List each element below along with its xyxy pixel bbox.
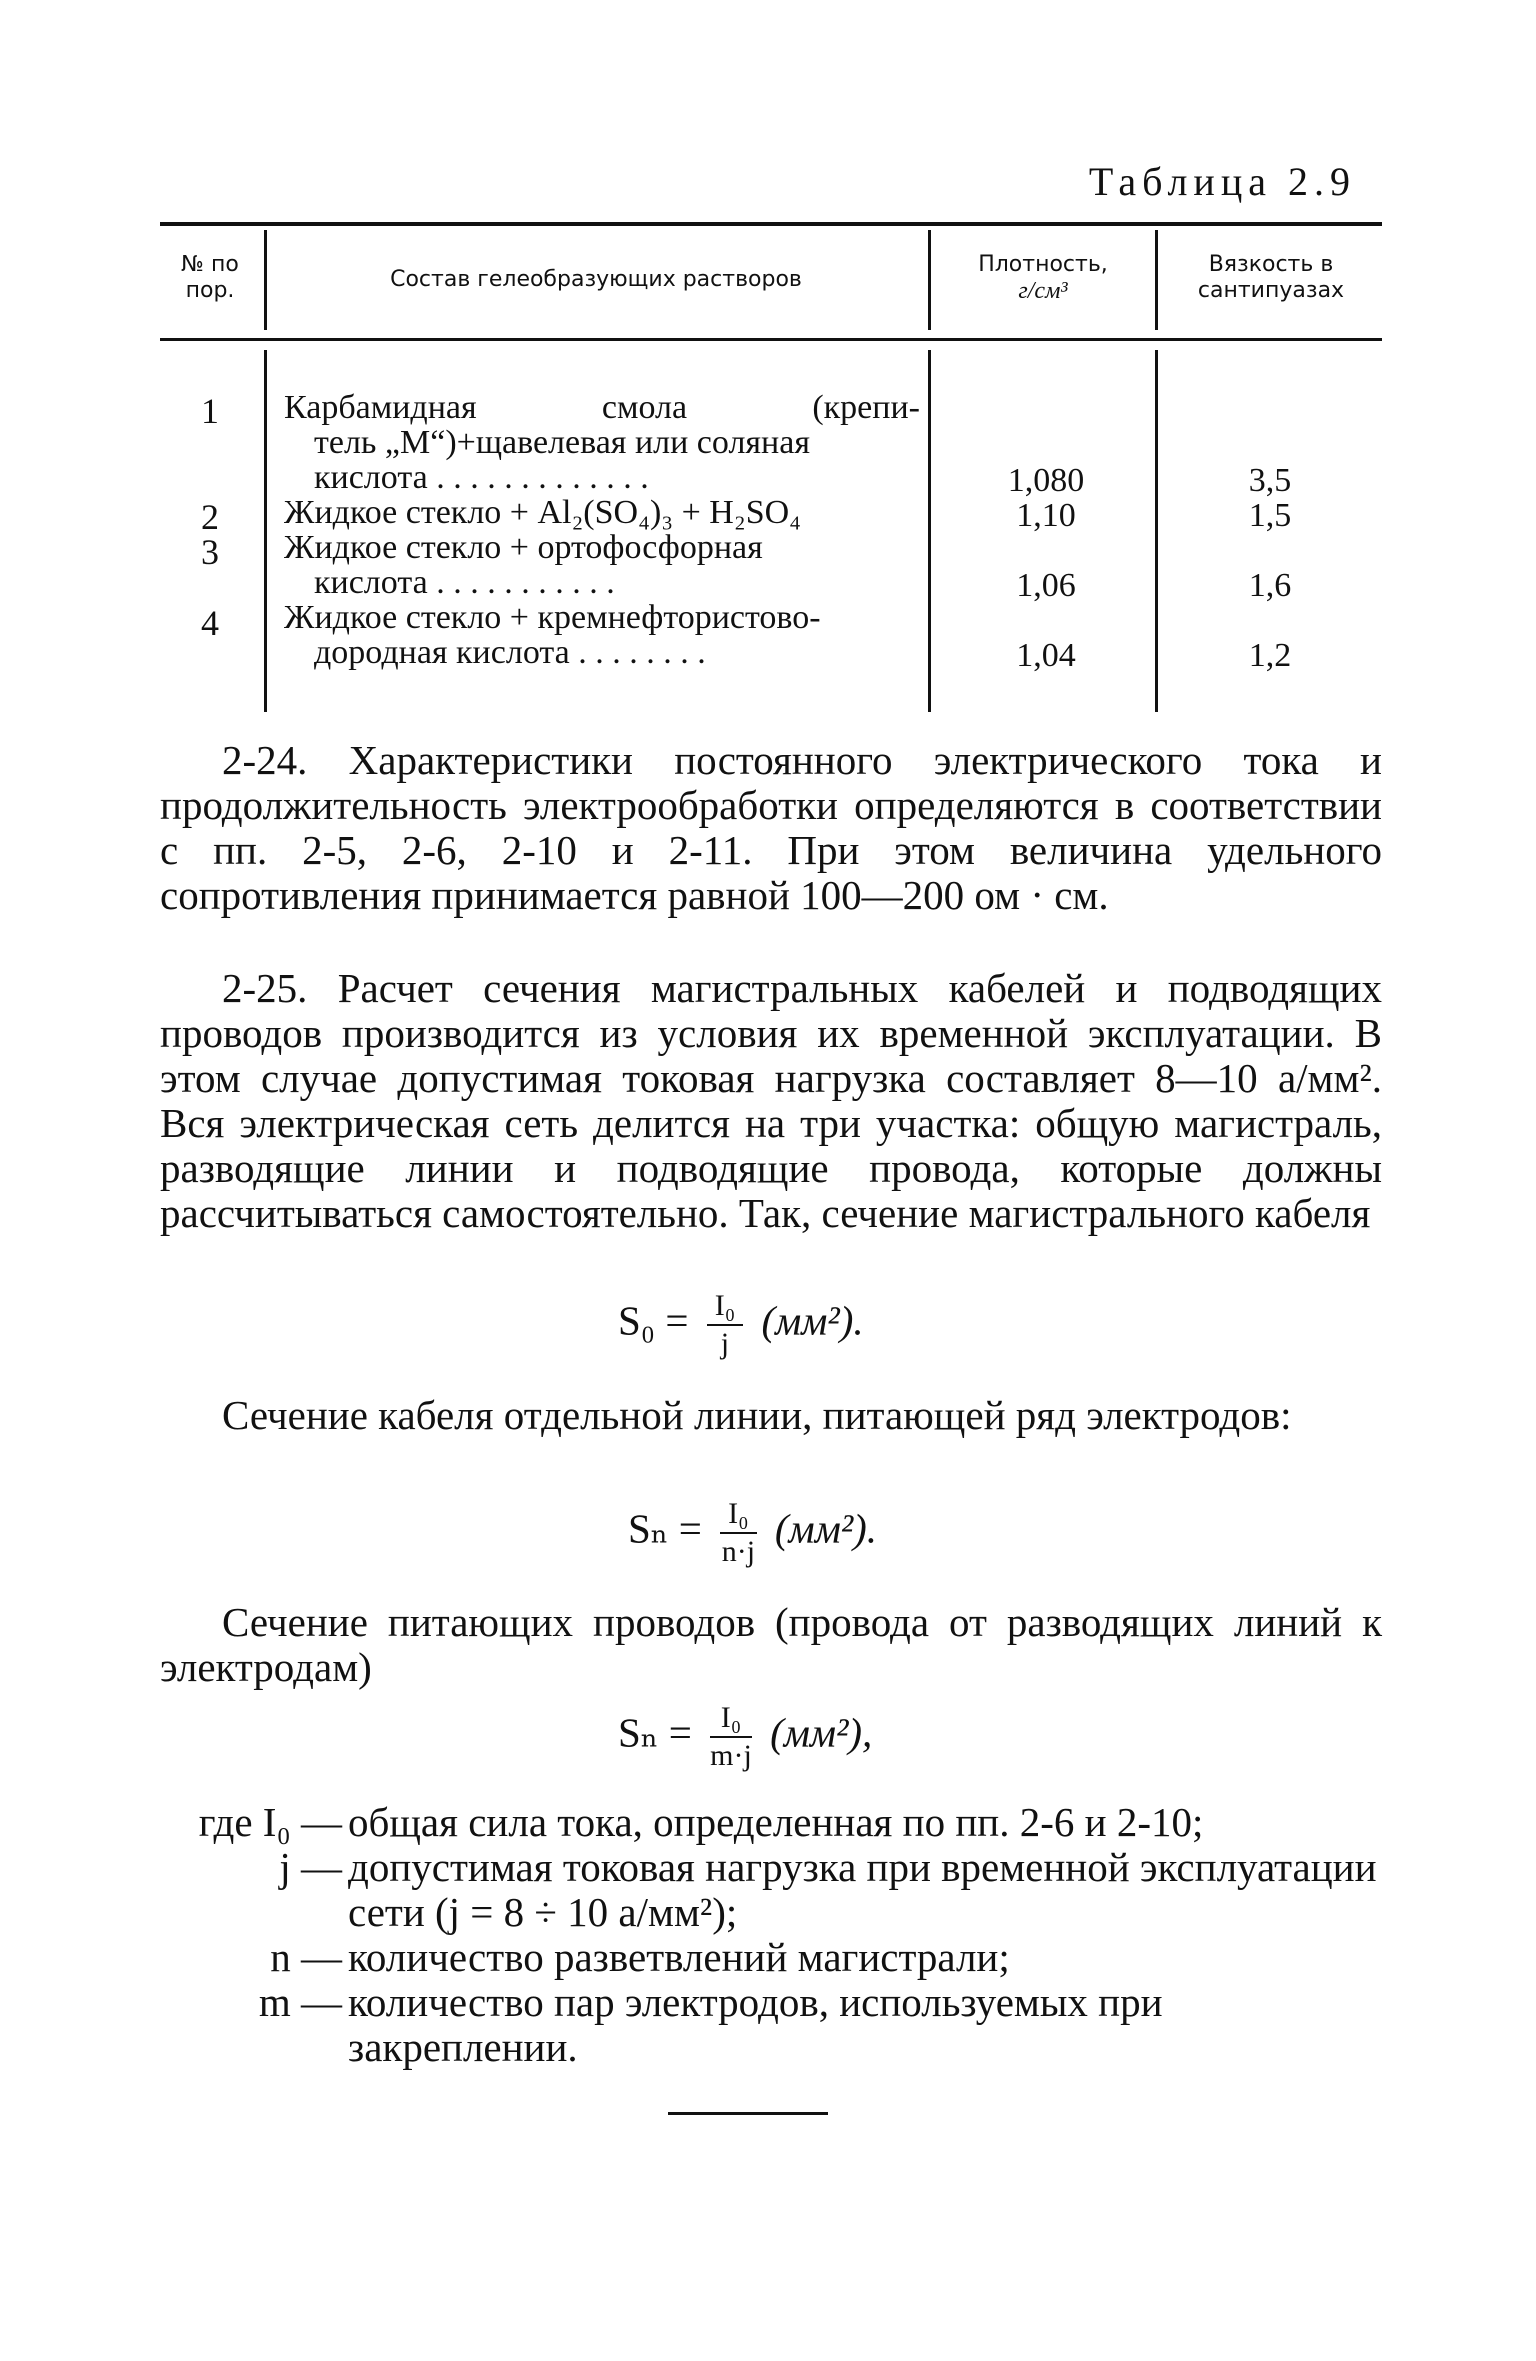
header-no bbox=[160, 252, 260, 304]
header-density-label: Плотность, bbox=[978, 252, 1108, 277]
viscosity-value: 1,6 bbox=[1248, 567, 1292, 604]
definitions-list bbox=[160, 1800, 1382, 2070]
col-divider bbox=[928, 230, 931, 330]
col-divider bbox=[1155, 350, 1158, 712]
table-top-rule bbox=[160, 222, 1382, 226]
paragraph-feed-wires bbox=[160, 1600, 1382, 1690]
paragraph-text: Сечение кабеля отдельной линии, питающей ряд электродов: bbox=[222, 1392, 1292, 1438]
paragraph-2-25 bbox=[160, 966, 1382, 1236]
composition-line: тель „М“)+щавелевая или соляная bbox=[314, 424, 810, 461]
density-value: 1,04 bbox=[1016, 637, 1076, 674]
composition-line: Жидкое стекло + Al₂(SO₄)₃ + H₂SO₄ bbox=[284, 494, 802, 531]
formula-fraction bbox=[720, 1496, 756, 1570]
definition-text: количество разветвлений магистрали; bbox=[348, 1934, 1010, 1980]
formula-main-cable bbox=[618, 1288, 864, 1362]
formula-unit: (мм²). bbox=[761, 1297, 864, 1344]
formula-unit: (мм²). bbox=[774, 1505, 878, 1552]
paragraph-text: Сечение питающих проводов (провода от разводящих линий к электродам) bbox=[160, 1599, 1382, 1690]
fraction-numerator: I₀ bbox=[710, 1700, 752, 1738]
definition-row bbox=[160, 1845, 1382, 1935]
formula-unit: (мм²), bbox=[770, 1709, 873, 1756]
definition-text: допустимая токовая нагрузка при временной эксплуатации сети (j = 8 ÷ 10 а/мм²); bbox=[348, 1844, 1377, 1935]
formula-fraction bbox=[710, 1700, 752, 1774]
formula-feed-wires bbox=[618, 1700, 872, 1774]
definition-symbol: j — bbox=[279, 1844, 342, 1890]
row-number: 2 bbox=[201, 497, 219, 537]
density-value: 1,06 bbox=[1016, 567, 1076, 604]
fraction-numerator: I₀ bbox=[720, 1496, 756, 1534]
fraction-denominator: n·j bbox=[721, 1535, 756, 1568]
formula-equals: = bbox=[665, 1297, 689, 1344]
definition-text: общая сила тока, определенная по пп. 2-6 и 2-10; bbox=[348, 1799, 1204, 1845]
fraction-numerator: I₀ bbox=[707, 1288, 743, 1326]
definition-symbol: m — bbox=[258, 1979, 342, 2025]
definition-symbol: где I₀ — bbox=[198, 1799, 342, 1845]
definition-text: количество пар электродов, используемых при закреплении. bbox=[348, 1979, 1163, 2070]
data-table bbox=[160, 222, 1382, 717]
col-divider bbox=[264, 230, 267, 330]
header-density-unit: г/см³ bbox=[1018, 278, 1068, 304]
composition-line: дородная кислота . . . . . . . . bbox=[314, 634, 706, 671]
composition-line: Жидкое стекло + ортофосфорная bbox=[284, 529, 763, 566]
row-number: 4 bbox=[201, 603, 219, 643]
density-value: 1,10 bbox=[1016, 497, 1076, 534]
header-composition: Состав гелеобразующих растворов bbox=[390, 267, 802, 292]
formula-line-cable bbox=[628, 1496, 877, 1570]
composition-line: Карбамидная смола (крепи- bbox=[284, 389, 920, 426]
table-caption: Таблица 2.9 bbox=[1088, 159, 1356, 204]
row-composition bbox=[284, 390, 920, 670]
formula-equals: = bbox=[668, 1709, 692, 1756]
header-density bbox=[934, 252, 1152, 304]
composition-line: Жидкое стекло + кремнефтористово- bbox=[284, 599, 821, 636]
formula-equals: = bbox=[678, 1505, 702, 1552]
fraction-denominator: j bbox=[720, 1327, 730, 1360]
header-no-line: № по bbox=[181, 252, 239, 277]
header-viscosity bbox=[1160, 252, 1382, 304]
definition-row bbox=[160, 1935, 1382, 1980]
density-value: 1,080 bbox=[1007, 462, 1085, 499]
viscosity-value: 1,5 bbox=[1248, 497, 1292, 534]
col-divider bbox=[264, 350, 267, 712]
table-header-rule bbox=[160, 338, 1382, 341]
paragraph-text: 2-25. Расчет сечения магистральных кабелей и подводящих проводов производится из условия их временной эксплуатации. В этом случае допустимая токовая нагрузка составляет 8—10 а/мм². Вся электрическая сеть делится на три участка: общую магистраль, разводящие линии и подводящие провода, которые должны рассчитываться самостоятельно. Так, сечение магистрального кабеля bbox=[160, 965, 1382, 1236]
end-rule bbox=[668, 2112, 828, 2115]
paragraph-text: 2-24. Характеристики постоянного электрического тока и продолжительность электрообработки определяются в соответствии с пп. 2-5, 2-6, 2-10 и 2-11. При этом величина удельного сопротивления принимается равной 100—200 ом · см. bbox=[160, 737, 1382, 918]
definition-row bbox=[160, 1980, 1382, 2070]
composition-line: кислота . . . . . . . . . . . bbox=[314, 564, 615, 601]
fraction-denominator: m·j bbox=[710, 1739, 752, 1772]
col-divider bbox=[928, 350, 931, 712]
paragraph-2-24 bbox=[160, 738, 1382, 918]
formula-lhs: S₀ bbox=[618, 1297, 656, 1344]
header-viscosity-line: Вязкость в bbox=[1208, 252, 1334, 277]
formula-lhs: Sₙ bbox=[628, 1505, 669, 1552]
composition-line: кислота . . . . . . . . . . . . . bbox=[314, 459, 649, 496]
formula-fraction bbox=[707, 1288, 743, 1362]
viscosity-value: 3,5 bbox=[1248, 462, 1292, 499]
definition-symbol: n — bbox=[270, 1934, 342, 1980]
paragraph-line-cable bbox=[160, 1393, 1382, 1438]
header-viscosity-line: сантипуазах bbox=[1197, 278, 1345, 303]
col-divider bbox=[1155, 230, 1158, 330]
definition-row bbox=[160, 1800, 1382, 1845]
row-number: 3 bbox=[201, 532, 219, 572]
row-number: 1 bbox=[201, 391, 219, 431]
formula-lhs: Sₙ bbox=[618, 1709, 659, 1756]
header-no-line: пор. bbox=[185, 278, 235, 303]
viscosity-value: 1,2 bbox=[1248, 637, 1292, 674]
